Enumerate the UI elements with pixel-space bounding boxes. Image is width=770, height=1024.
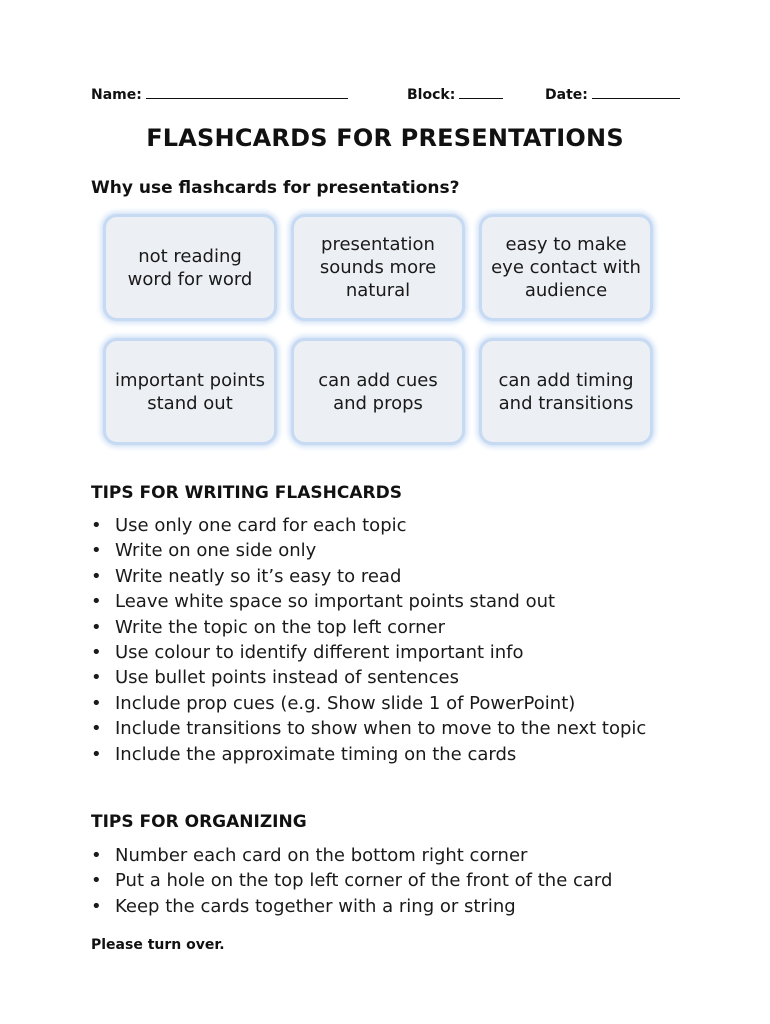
reason-card: can add timing and transitions <box>479 338 653 445</box>
name-label: Name: <box>91 87 142 103</box>
list-item: • Include transitions to show when to move to the next topic <box>91 716 691 741</box>
list-item: • Keep the cards together with a ring or string <box>91 894 691 919</box>
list-item: • Include the approximate timing on the cards <box>91 742 691 767</box>
list-item: • Use bullet points instead of sentences <box>91 665 691 690</box>
list-item: • Number each card on the bottom right corner <box>91 843 691 868</box>
list-item: • Put a hole on the top left corner of the front of the card <box>91 868 691 893</box>
tips-organizing-heading: TIPS FOR ORGANIZING <box>91 812 307 832</box>
block-field[interactable] <box>407 84 503 103</box>
reason-card: not reading word for word <box>103 214 277 321</box>
block-label: Block: <box>407 87 456 103</box>
reasons-grid <box>103 214 658 449</box>
date-field[interactable] <box>545 84 680 103</box>
name-blank-line[interactable] <box>146 84 348 99</box>
footer-note: Please turn over. <box>91 937 225 953</box>
tips-writing-heading: TIPS FOR WRITING FLASHCARDS <box>91 483 402 503</box>
name-field[interactable] <box>91 84 348 103</box>
why-heading: Why use flashcards for presentations? <box>91 178 460 198</box>
list-item: • Use only one card for each topic <box>91 513 691 538</box>
list-item: • Include prop cues (e.g. Show slide 1 of PowerPoint) <box>91 691 691 716</box>
list-item: • Use colour to identify different important info <box>91 640 691 665</box>
reason-card: presentation sounds more natural <box>291 214 465 321</box>
list-item: • Write on one side only <box>91 538 691 563</box>
date-label: Date: <box>545 87 588 103</box>
list-item: • Leave white space so important points stand out <box>91 589 691 614</box>
worksheet-header <box>91 84 681 104</box>
reason-card: easy to make eye contact with audience <box>479 214 653 321</box>
tips-organizing-list <box>91 843 691 919</box>
list-item: • Write the topic on the top left corner <box>91 615 691 640</box>
block-blank-line[interactable] <box>459 84 503 99</box>
reason-card: can add cues and props <box>291 338 465 445</box>
date-blank-line[interactable] <box>592 84 680 99</box>
tips-writing-list <box>91 513 691 767</box>
list-item: • Write neatly so it’s easy to read <box>91 564 691 589</box>
page-title: FLASHCARDS FOR PRESENTATIONS <box>146 124 624 152</box>
reason-card: important points stand out <box>103 338 277 445</box>
